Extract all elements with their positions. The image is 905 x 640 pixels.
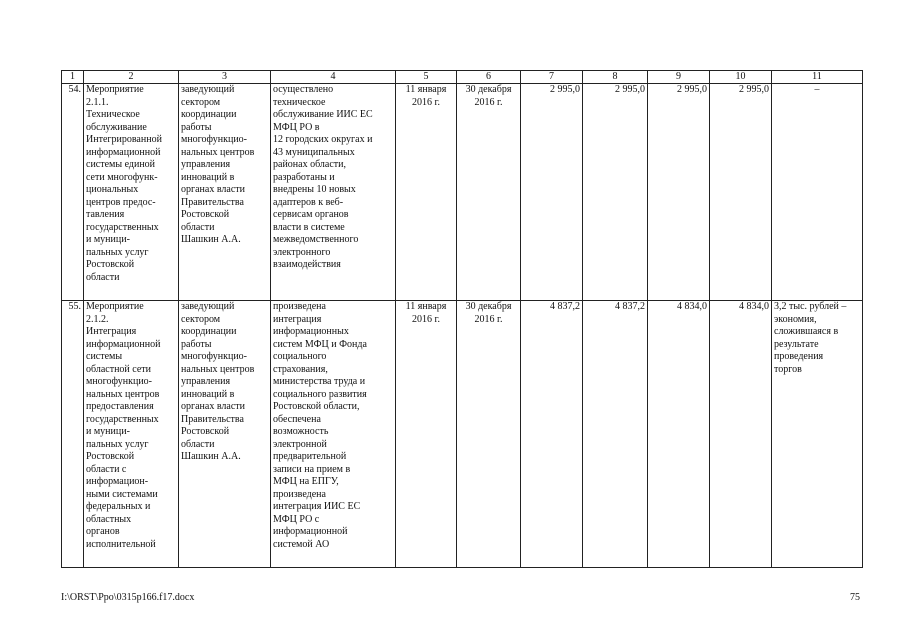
- responsible-person: заведующий сектором координации работы многофункцио- нальных центров управления инноваций в органах власти Правительства Ростовской области Шашкин А.А.: [179, 84, 271, 301]
- column-header: 4: [271, 71, 396, 84]
- page-number: 75: [850, 592, 860, 603]
- column-header: 1: [62, 71, 84, 84]
- responsible-person: заведующий сектором координации работы многофункцио- нальных центров управления инноваций в органах власти Правительства Ростовской области Шашкин А.А.: [179, 301, 271, 568]
- event-name: Мероприятие 2.1.1. Техническое обслуживание Интегрированной информационной системы единой сети многофунк- циональных центров предос- тавления государственных и муници- пальных услуг Ростовской области: [84, 84, 179, 301]
- note: 3,2 тыс. рублей – экономия, сложившаяся в результате проведения торгов: [772, 301, 863, 568]
- event-name: Мероприятие 2.1.2. Интеграция информационной системы областной сети многофункцио- нальных центров предоставления государственных и муници- пальных услуг Ростовской области с информацион- ными системами федеральных и областных органов исполнительной: [84, 301, 179, 568]
- note: –: [772, 84, 863, 301]
- column-header: 11: [772, 71, 863, 84]
- column-header: 8: [583, 71, 648, 84]
- column-header: 3: [179, 71, 271, 84]
- amount-col9: 2 995,0: [648, 84, 710, 301]
- amount-col7: 4 837,2: [521, 301, 583, 568]
- row-number: 54.: [62, 84, 84, 301]
- amount-col8: 2 995,0: [583, 84, 648, 301]
- expected-result: произведена интеграция информационных систем МФЦ и Фонда социального страхования, министерства труда и социального развития Ростовской области, обеспечена возможность электронной предварительной записи на прием в МФЦ на ЕПГУ, произведена интеграция ИИС ЕС МФЦ РО с информационной системой АО: [271, 301, 396, 568]
- table-row: [62, 84, 863, 301]
- amount-col8: 4 837,2: [583, 301, 648, 568]
- column-header: 2: [84, 71, 179, 84]
- amount-col10: 4 834,0: [710, 301, 772, 568]
- row-number: 55.: [62, 301, 84, 568]
- start-date: 11 января 2016 г.: [396, 84, 457, 301]
- header-row: [62, 71, 863, 84]
- amount-col10: 2 995,0: [710, 84, 772, 301]
- column-header: 7: [521, 71, 583, 84]
- column-header: 10: [710, 71, 772, 84]
- end-date: 30 декабря 2016 г.: [457, 84, 521, 301]
- amount-col9: 4 834,0: [648, 301, 710, 568]
- column-header: 9: [648, 71, 710, 84]
- file-path: I:\ORST\Ppo\0315p166.f17.docx: [61, 592, 195, 603]
- start-date: 11 января 2016 г.: [396, 301, 457, 568]
- expected-result: осуществлено техническое обслуживание ИИС ЕС МФЦ РО в 12 городских округах и 43 муниципальных районах области, разработаны и внедрены 10 новых адаптеров к веб- сервисам органов власти в системе межведомственного электронного взаимодействия: [271, 84, 396, 301]
- amount-col7: 2 995,0: [521, 84, 583, 301]
- plan-table: [61, 70, 863, 568]
- table-row: [62, 301, 863, 568]
- end-date: 30 декабря 2016 г.: [457, 301, 521, 568]
- column-header: 5: [396, 71, 457, 84]
- column-header: 6: [457, 71, 521, 84]
